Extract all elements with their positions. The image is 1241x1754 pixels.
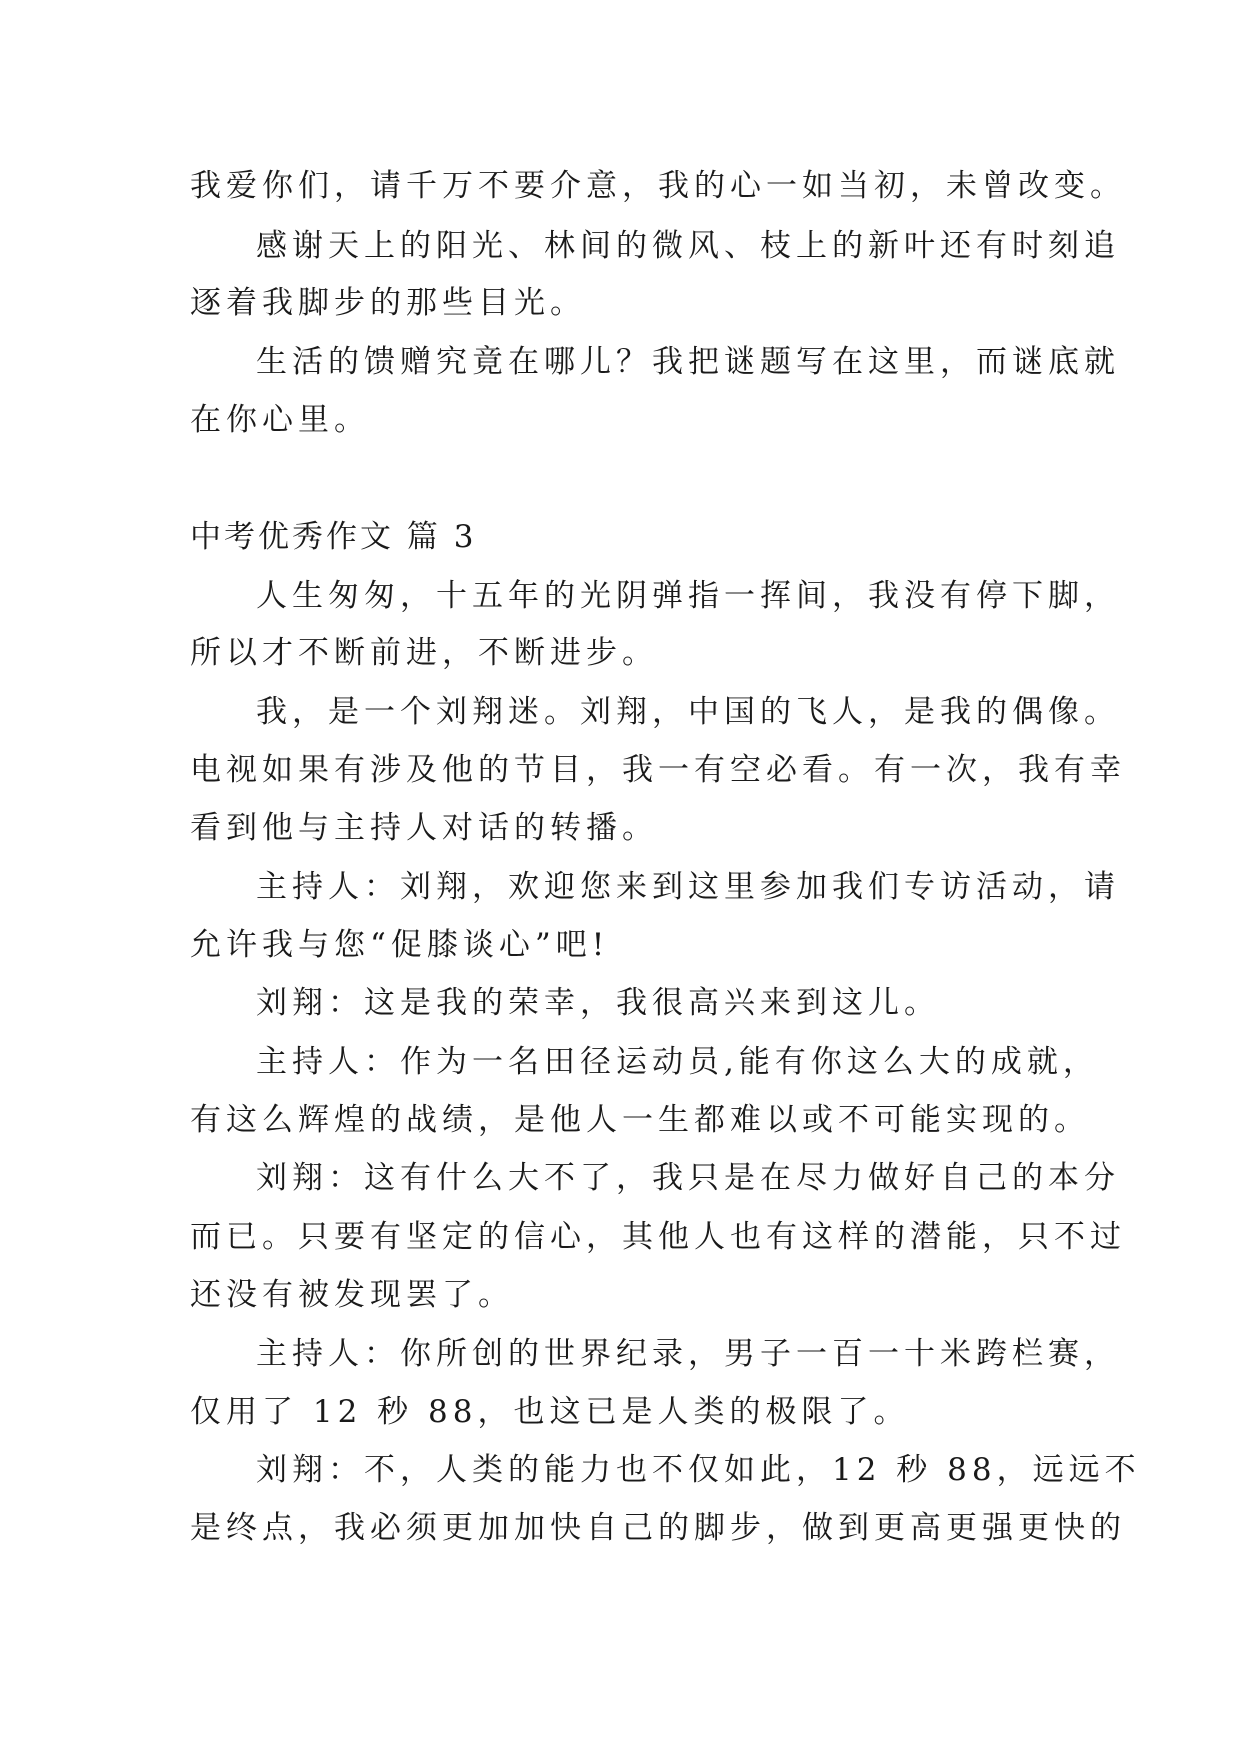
paragraph-line: 感谢天上的阳光、林间的微风、枝上的新叶还有时刻追 [256, 228, 1120, 264]
paragraph-line: 刘翔：不，人类的能力也不仅如此，12 秒 88，远远不 [256, 1452, 1141, 1488]
section-heading: 中考优秀作文 篇 3 [190, 519, 477, 555]
paragraph-line: 主持人：刘翔，欢迎您来到这里参加我们专访活动，请 [256, 869, 1120, 905]
paragraph-line: 我爱你们，请千万不要介意，我的心一如当初，未曾改变。 [190, 168, 1126, 204]
paragraph-line: 看到他与主持人对话的转播。 [190, 810, 658, 846]
paragraph-line: 允许我与您“促膝谈心”吧! [190, 927, 610, 963]
paragraph-line: 所以才不断前进，不断进步。 [190, 635, 658, 671]
paragraph-line: 刘翔：这有什么大不了，我只是在尽力做好自己的本分 [256, 1160, 1120, 1196]
paragraph-line: 是终点，我必须更加加快自己的脚步，做到更高更强更快的 [190, 1510, 1126, 1546]
paragraph-line: 有这么辉煌的战绩，是他人一生都难以或不可能实现的。 [190, 1102, 1090, 1138]
paragraph-line: 电视如果有涉及他的节目，我一有空必看。有一次，我有幸 [190, 752, 1126, 788]
paragraph-line: 仅用了 12 秒 88，也这已是人类的极限了。 [190, 1394, 910, 1430]
paragraph-line: 还没有被发现罢了。 [190, 1277, 514, 1313]
paragraph-line: 刘翔：这是我的荣幸，我很高兴来到这儿。 [256, 985, 940, 1021]
paragraph-line: 人生匆匆，十五年的光阴弹指一挥间，我没有停下脚， [256, 578, 1120, 614]
paragraph-line: 主持人：作为一名田径运动员,能有你这么大的成就， [256, 1044, 1099, 1080]
paragraph-line: 主持人：你所创的世界纪录，男子一百一十米跨栏赛， [256, 1336, 1120, 1372]
paragraph-line: 在你心里。 [190, 402, 370, 438]
paragraph-line: 逐着我脚步的那些目光。 [190, 285, 586, 321]
paragraph-line: 而已。只要有坚定的信心，其他人也有这样的潜能，只不过 [190, 1219, 1126, 1255]
paragraph-line: 我，是一个刘翔迷。刘翔，中国的飞人，是我的偶像。 [256, 694, 1120, 730]
paragraph-line: 生活的馈赠究竟在哪儿？我把谜题写在这里，而谜底就 [256, 344, 1120, 380]
